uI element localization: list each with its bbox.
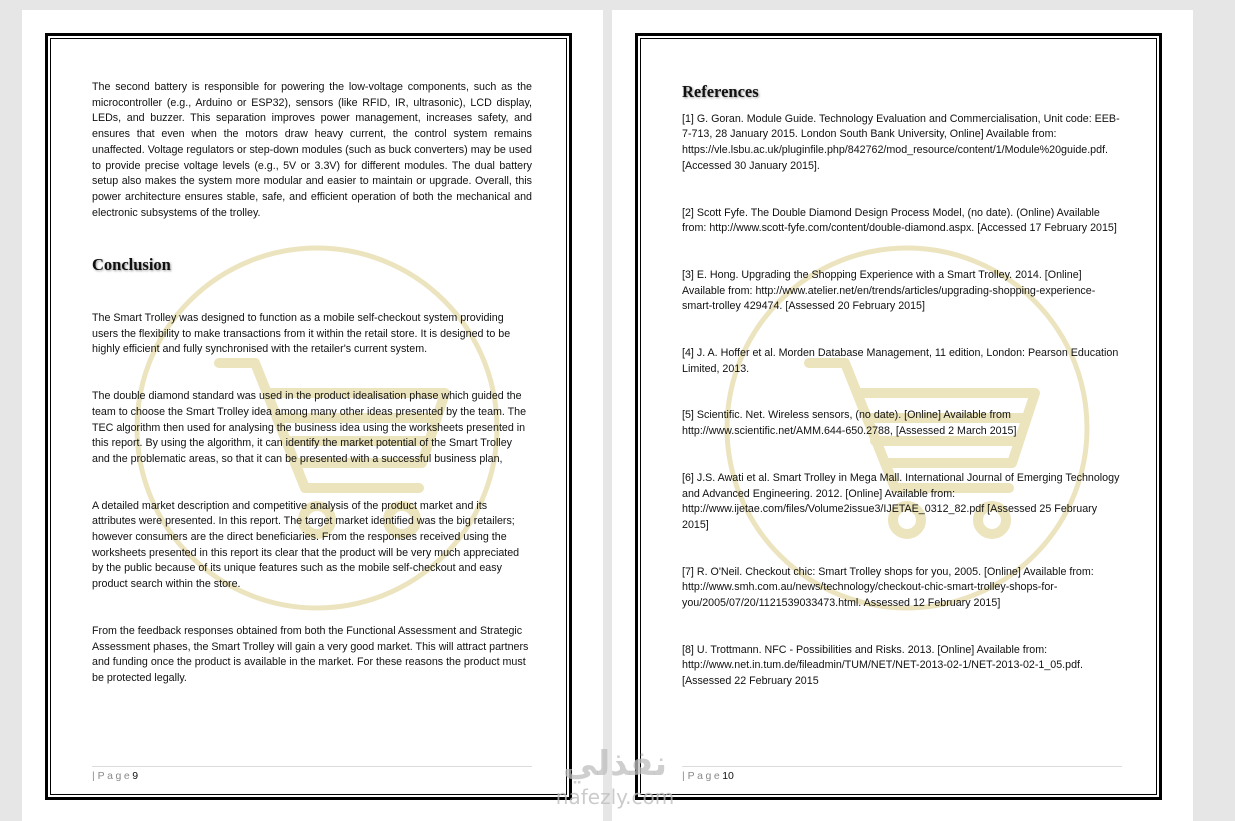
page-body — [92, 80, 532, 687]
footer-divider-bar: | — [92, 770, 95, 782]
conclusion-paragraph: From the feedback responses obtained from both the Functional Assessment and Strategic Assessment phases, the Smart Trolley will gain a very good market. This will attract partners and funding once the product is available in the market. For these reasons the product must be protected legally. — [92, 624, 529, 684]
conclusion-heading: Conclusion — [92, 255, 171, 275]
page-body — [682, 84, 1122, 690]
page-label: Page — [687, 770, 723, 782]
reference-item: [3] E. Hong. Upgrading the Shopping Experience with a Smart Trolley. 2014. [Online] Available from: http://www.atelier.net/en/trends/articles/upgrading-shopping-experience-smart-trolley 429474. [Assessed 20 February 2015] — [682, 268, 1096, 313]
page-label: Page — [97, 770, 133, 782]
document-page-10 — [612, 10, 1193, 821]
reference-item: [1] G. Goran. Module Guide. Technology Evaluation and Commercialisation, Unit code: EEB-7-713, 28 January 2015. London South Bank University, Online] Available from: https://vle.lsbu.ac.uk/pluginfile.php/842762/mod_resource/content/1/Module%20guide.pdf. [Accessed 30 January 2015]. — [682, 112, 1120, 172]
conclusion-paragraph: The double diamond standard was used in the product idealisation phase which guided the team to choose the Smart Trolley idea among many other ideas presented by the team. The TEC algorithm then used for analysing the business idea using the worksheets presented in this report. By using the algorithm, it can identify the market potential of the Smart Trolley and the problematic areas, so that it can be presented with a successful business plan, — [92, 390, 527, 465]
reference-item: [5] Scientific. Net. Wireless sensors, (no date). [Online] Available from http://www.scientific.net/AMM.644-650.2788, [Assessed 2 March 2015] — [682, 409, 1017, 438]
conclusion-paragraph: The Smart Trolley was designed to function as a mobile self-checkout system providing users the flexibility to make transactions from it within the retail store. It is designed to be highly efficient and fully synchronised with the retailer's current system. — [92, 312, 511, 356]
reference-item: [6] J.S. Awati et al. Smart Trolley in Mega Mall. International Journal of Emerging Technology and Advanced Engineering. 2012. [Online] Available from: http://www.ijetae.com/files/Volume2issue3/IJETAE_0312_82.pdf [Assessed 25 February 2015] — [682, 471, 1120, 531]
reference-item: [8] U. Trottmann. NFC - Possibilities and Risks. 2013. [Online] Available from: http://www.net.in.tum.de/fileadmin/TUM/NET/NET-2013-02-1/NET-2013-02-1_05.pdf. [Assessed 22 February 2015 — [682, 643, 1083, 688]
reference-item: [2] Scott Fyfe. The Double Diamond Design Process Model, (no date). (Online) Available from: http://www.scott-fyfe.com/content/double-diamond.aspx. [Accessed 17 February 2015] — [682, 206, 1117, 235]
battery-paragraph: The second battery is responsible for powering the low-voltage components, such as the microcontroller (e.g., Arduino or ESP32), sensors (like RFID, IR, ultrasonic), LCD display, LEDs, and buzzer. This separation improves power management, increases safety, and ensures that even when the motors draw heavy current, the control system remains unaffected. Voltage regulators or step-down modules (such as buck converters) may be used to provide precise voltage levels (e.g., 5V or 3.3V) for different modules. The dual battery setup also makes the system more modular and easier to maintain or upgrade. Overall, this power architecture ensures stable, safe, and efficient operation of both the mechanical and electronic subsystems of the trolley. — [92, 81, 532, 219]
reference-item: [4] J. A. Hoffer et al. Morden Database Management, 11 edition, London: Pearson Education Limited, 2013. — [682, 347, 1119, 375]
page-footer — [682, 766, 1122, 782]
footer-divider-bar: | — [682, 770, 685, 782]
references-heading: References — [682, 82, 759, 101]
reference-item: [7] R. O'Neil. Checkout chic: Smart Trolley shops for you, 2005. [Online] Available from: http://www.smh.com.au/news/technology/checkout-chic-smart-trolley-shops-for-you/2005/07/20/1121539033473.html. Assessed 12 February 2015] — [682, 565, 1094, 610]
site-watermark-arabic: نفذلي — [562, 744, 668, 784]
site-watermark-latin: nafezly.com — [555, 785, 675, 809]
page-number: 9 — [132, 770, 139, 782]
document-page-9 — [22, 10, 603, 821]
conclusion-paragraph: A detailed market description and competitive analysis of the product market and its attributes were presented. In this report. The target market identified was the big retailers; however consumers are the direct beneficiaries. From the responses received using the worksheets presented in this report its clear that the product will be very much appreciated by the public because of its unique features such as the mobile self-checkout and easy product search within the store. — [92, 499, 520, 591]
page-number: 10 — [722, 770, 734, 782]
page-footer — [92, 766, 532, 782]
